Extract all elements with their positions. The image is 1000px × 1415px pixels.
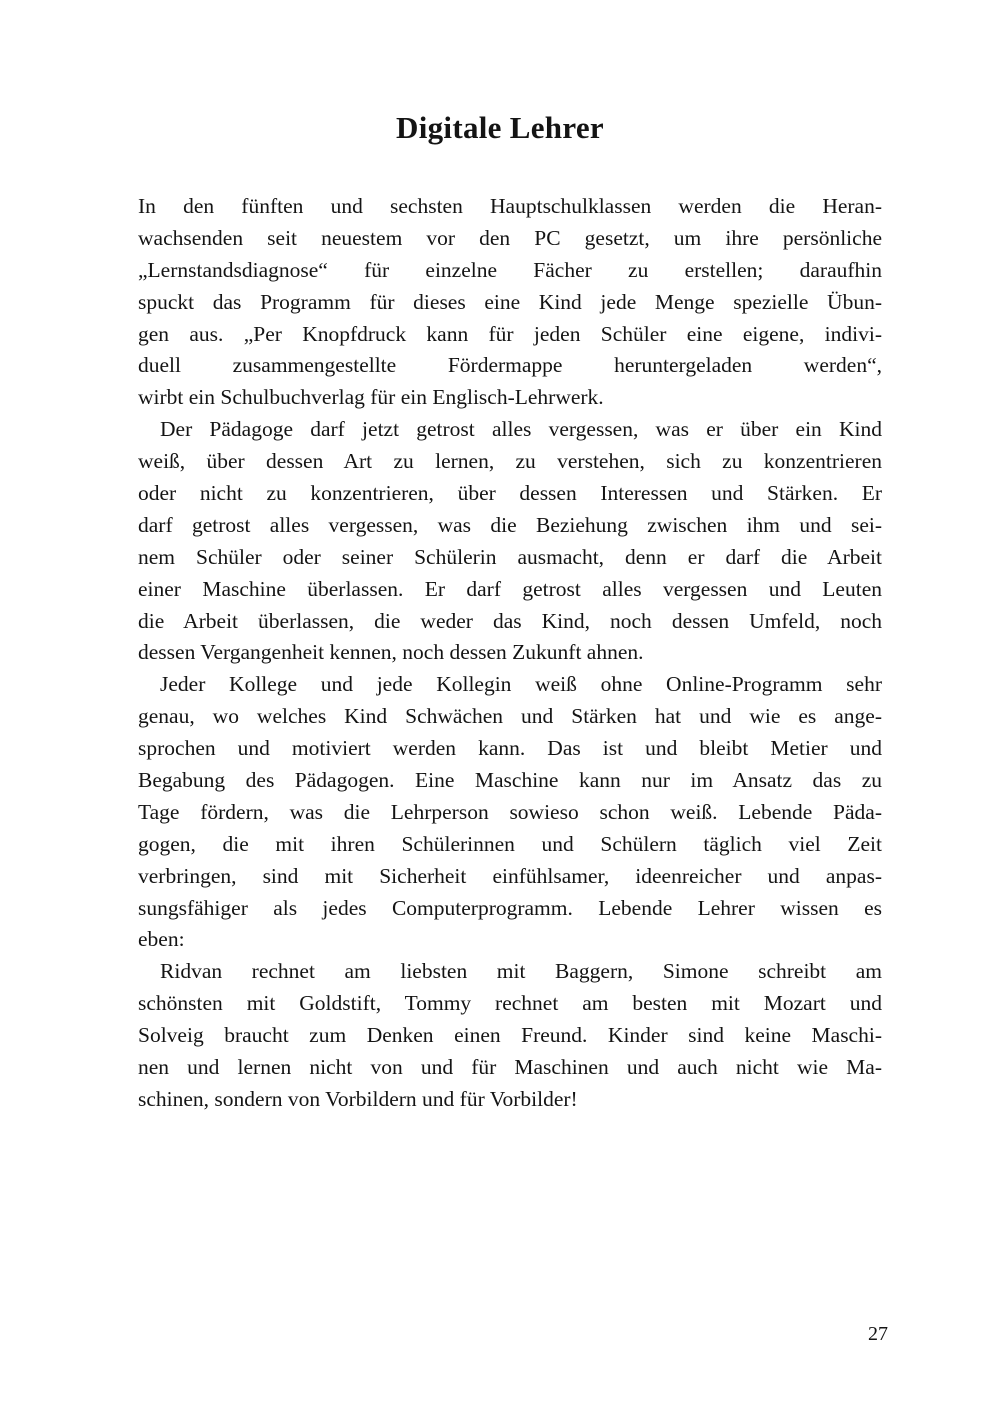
text-line: Ridvan rechnet am liebsten mit Baggern, Simone schreibt am bbox=[160, 959, 882, 984]
text-line: Solveig braucht zum Denken einen Freund. Kinder sind keine Maschi- bbox=[138, 1023, 882, 1048]
text-line: spuckt das Programm für dieses eine Kind jede Menge spezielle Übun- bbox=[138, 289, 882, 314]
text-line: wirbt ein Schulbuchverlag für ein Englisch-Lehrwerk. bbox=[138, 385, 604, 410]
text-line: oder nicht zu konzentrieren, über dessen Interessen und Stärken. Er bbox=[138, 481, 882, 506]
text-line: darf getrost alles vergessen, was die Beziehung zwischen ihm und sei- bbox=[138, 512, 882, 537]
text-line: wachsenden seit neuestem vor den PC gesetzt, um ihre persönliche bbox=[138, 225, 882, 250]
text-line: „Lernstandsdiagnose“ für einzelne Fächer zu erstellen; daraufhin bbox=[138, 257, 882, 282]
text-line: schönsten mit Goldstift, Tommy rechnet am besten mit Mozart und bbox=[138, 991, 882, 1016]
text-line: weiß, über dessen Art zu lernen, zu verstehen, sich zu konzentrieren bbox=[138, 449, 882, 474]
text-line: Jeder Kollege und jede Kollegin weiß ohne Online-Programm sehr bbox=[160, 672, 882, 697]
text-line: sprochen und motiviert werden kann. Das ist und bleibt Metier und bbox=[138, 736, 882, 761]
text-line: genau, wo welches Kind Schwächen und Stärken hat und wie es ange- bbox=[138, 704, 882, 729]
paragraph-2 bbox=[138, 414, 882, 669]
body-text bbox=[138, 191, 882, 1116]
page-number: 27 bbox=[868, 1323, 888, 1345]
text-line: Der Pädagoge darf jetzt getrost alles vergessen, was er über ein Kind bbox=[160, 417, 882, 442]
text-line: verbringen, sind mit Sicherheit einfühlsamer, ideenreicher und anpas- bbox=[138, 863, 882, 888]
text-line: gen aus. „Per Knopfdruck kann für jeden Schüler eine eigene, indivi- bbox=[138, 321, 882, 346]
text-line: sungsfähiger als jedes Computerprogramm. Lebende Lehrer wissen es bbox=[138, 895, 882, 920]
page-title: Digitale Lehrer bbox=[396, 110, 604, 145]
text-line: gogen, die mit ihren Schülerinnen und Schülern täglich viel Zeit bbox=[138, 831, 882, 856]
paragraph-4 bbox=[138, 956, 882, 1115]
text-line: In den fünften und sechsten Hauptschulklassen werden die Heran- bbox=[138, 194, 882, 218]
text-line: einer Maschine überlassen. Er darf getrost alles vergessen und Leuten bbox=[138, 576, 882, 601]
paragraph-1 bbox=[138, 191, 882, 414]
text-line: Begabung des Pädagogen. Eine Maschine kann nur im Ansatz das zu bbox=[138, 768, 882, 793]
text-line: die Arbeit überlassen, die weder das Kind, noch dessen Umfeld, noch bbox=[138, 608, 882, 633]
text-line: nen und lernen nicht von und für Maschinen und auch nicht wie Ma- bbox=[138, 1055, 882, 1080]
text-line: dessen Vergangenheit kennen, noch dessen Zukunft ahnen. bbox=[138, 640, 644, 665]
text-line: duell zusammengestellte Fördermappe heruntergeladen werden“, bbox=[138, 353, 882, 378]
text-line: schinen, sondern von Vorbildern und für Vorbilder! bbox=[138, 1086, 578, 1111]
text-line: Tage fördern, was die Lehrperson sowieso schon weiß. Lebende Päda- bbox=[138, 799, 882, 824]
paragraph-3 bbox=[138, 669, 882, 956]
text-line: nem Schüler oder seiner Schülerin ausmacht, denn er darf die Arbeit bbox=[138, 544, 882, 569]
text-line: eben: bbox=[138, 927, 185, 952]
